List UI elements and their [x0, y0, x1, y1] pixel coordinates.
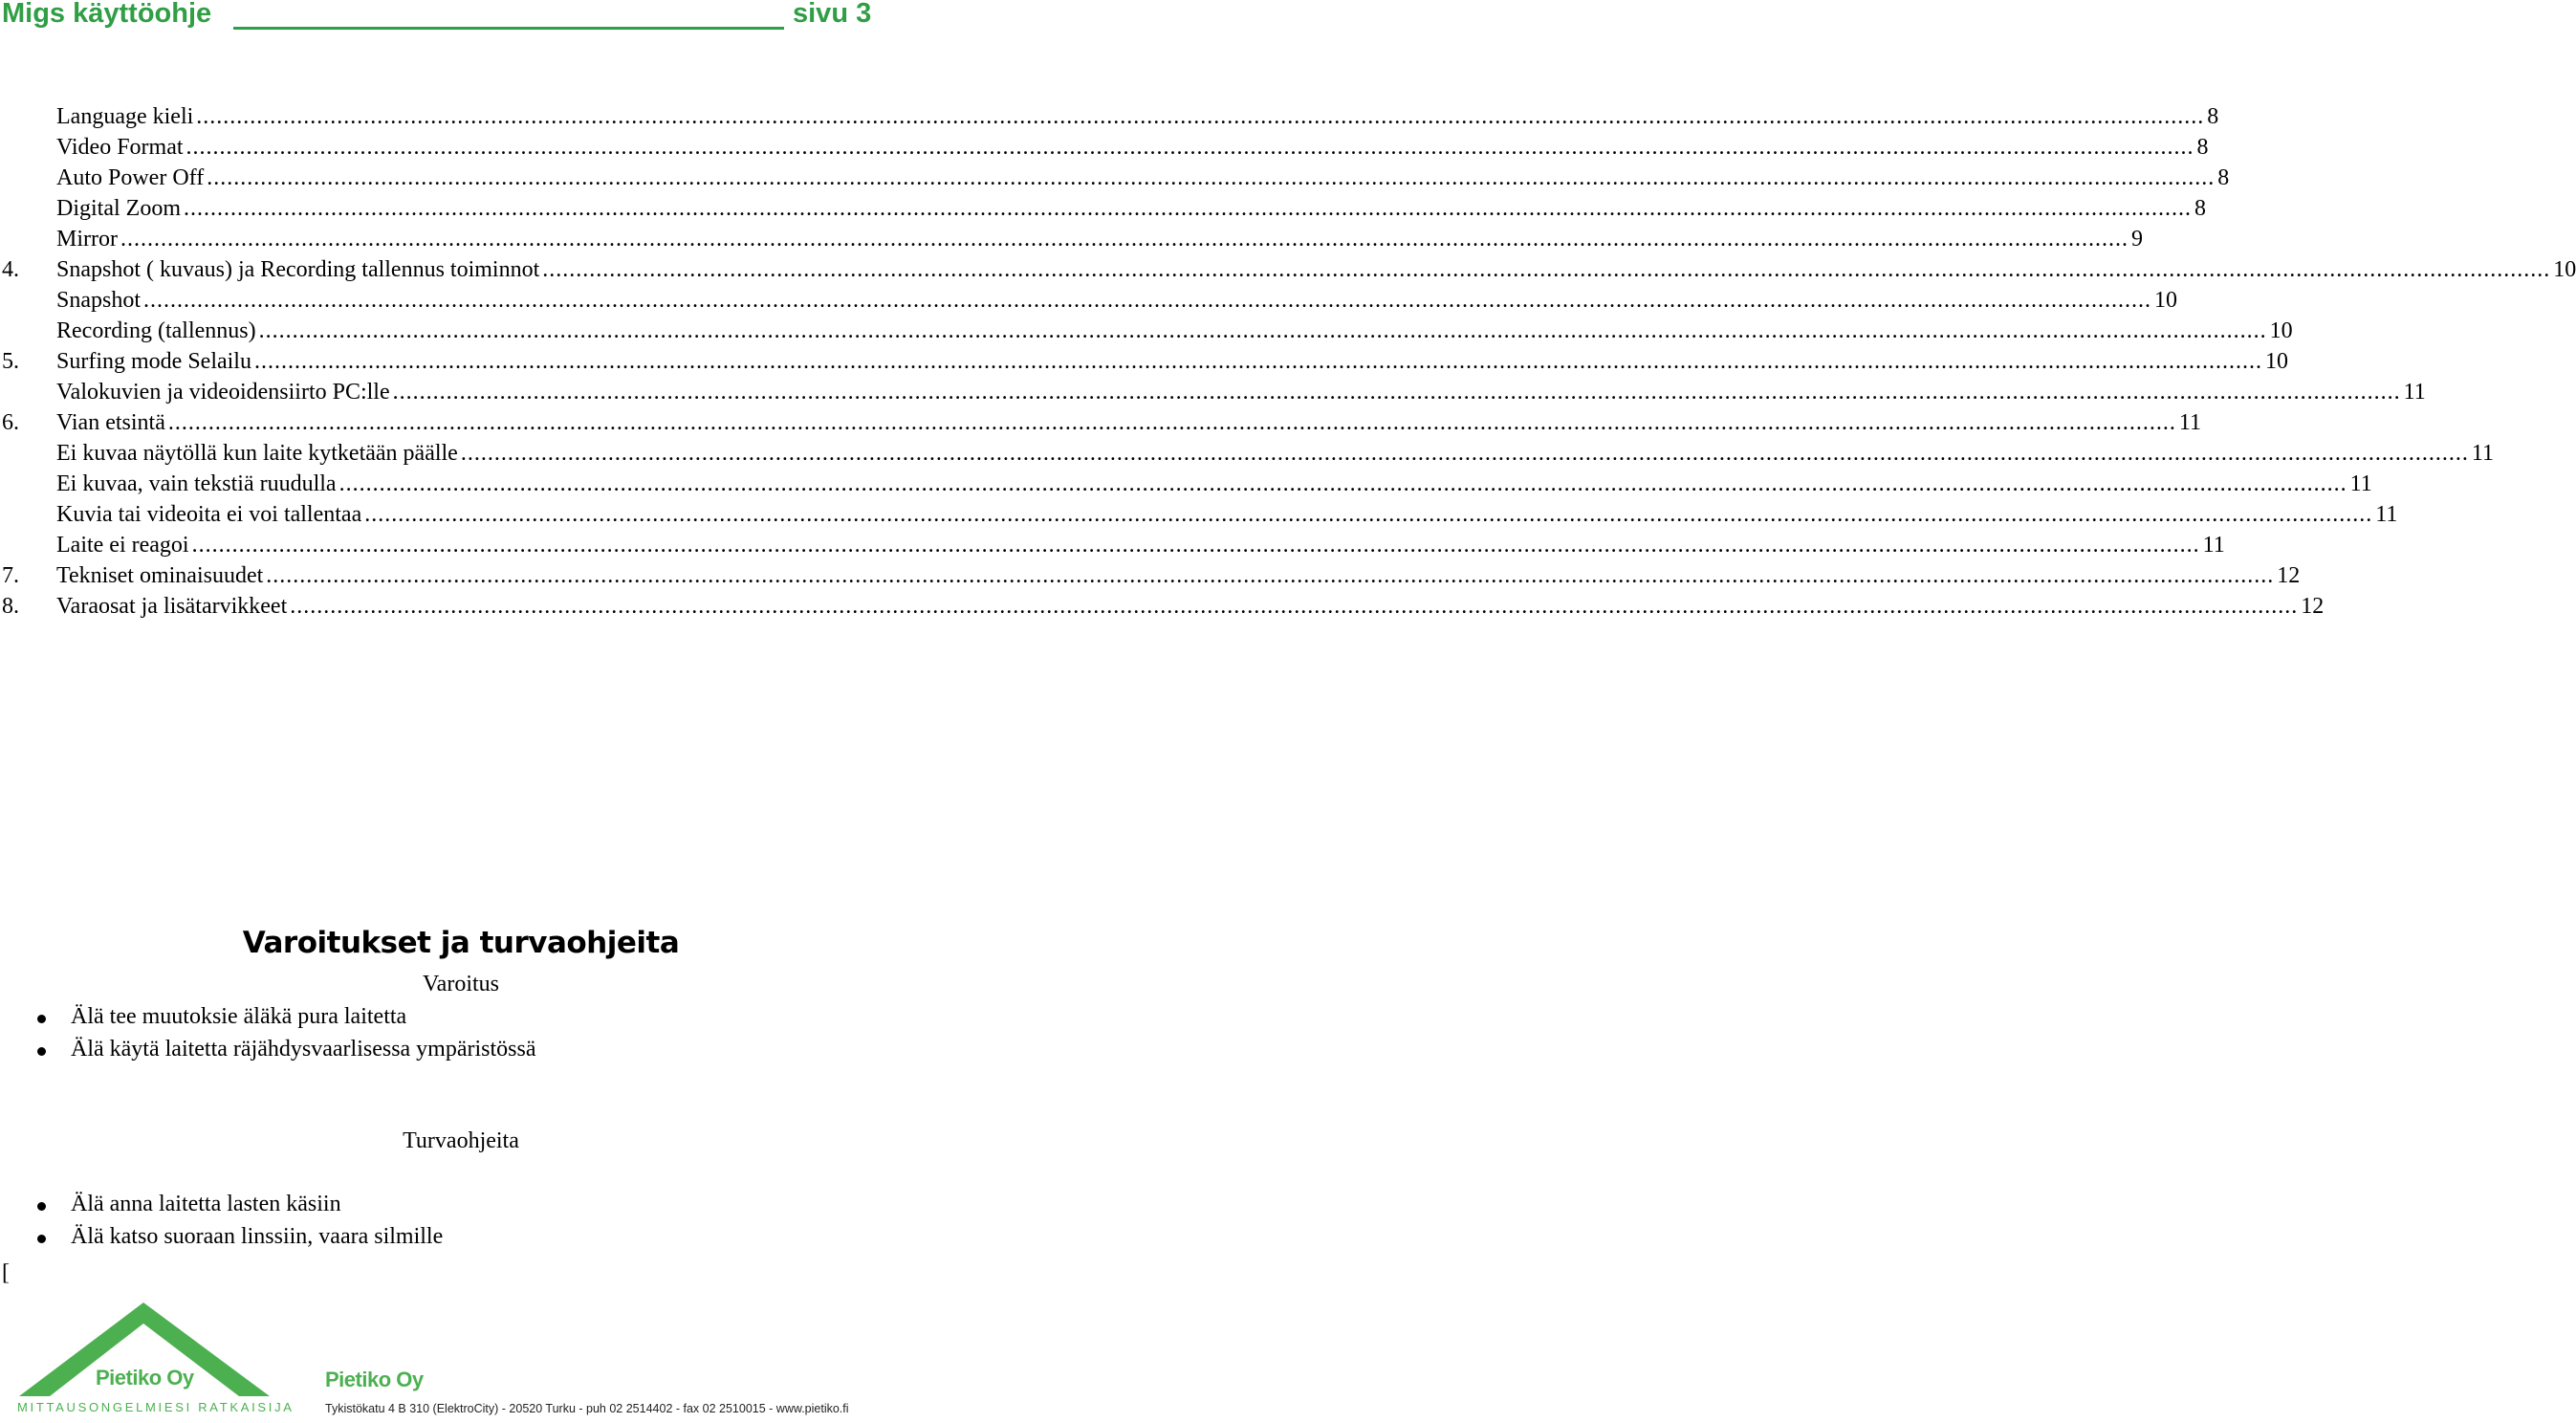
toc-entry-page: 12 — [2277, 563, 2301, 588]
toc-leader-dots: ............................................................................................................................................................................................................................................................................................................ — [167, 410, 2176, 435]
toc-leader-dots: ............................................................................................................................................................................................................................................................................................................ — [460, 441, 2469, 466]
safety-item-text: Älä katso suoraan linssiin, vaara silmille — [71, 1224, 444, 1249]
toc-leader-dots: ............................................................................................................................................................................................................................................................................................................ — [196, 104, 2205, 129]
toc-entry-text: Kuvia tai videoita ei voi tallentaa — [56, 502, 362, 527]
toc-entry-number: 7. — [2, 563, 19, 588]
toc-entry — [0, 530, 2225, 560]
toc-entry-page: 11 — [2349, 471, 2372, 496]
toc-entry-number: 8. — [2, 594, 19, 619]
toc-entry-page: 11 — [2178, 410, 2201, 435]
toc-entry — [0, 346, 2288, 377]
bullet-icon — [37, 1015, 46, 1023]
toc-entry-line — [56, 316, 2293, 346]
toc-leader-dots: ............................................................................................................................................................................................................................................................................................................ — [258, 318, 2267, 343]
toc-entry — [0, 254, 2576, 285]
toc-entry-page: 8 — [2207, 104, 2219, 129]
toc-entry-line — [56, 163, 2230, 193]
toc-entry-page: 10 — [2264, 349, 2288, 374]
bullet-icon — [37, 1047, 46, 1056]
toc-entry-page: 11 — [2375, 502, 2398, 527]
toc-entry — [0, 224, 2143, 254]
toc-entry — [0, 132, 2209, 163]
toc-leader-dots: ............................................................................................................................................................................................................................................................................................................ — [183, 196, 2192, 221]
warning-item-text: Älä käytä laitetta räjähdysvaarlisessa ympäristössä — [71, 1037, 536, 1062]
toc-entry — [0, 285, 2178, 316]
stray-bracket: [ — [2, 1260, 10, 1285]
company-address: Tykistökatu 4 B 310 (ElektroCity) - 20520 Turku - puh 02 2514402 - fax 02 2510015 - www.pietiko.fi — [325, 1402, 849, 1415]
toc-entry-text: Language kieli — [56, 104, 194, 129]
toc-entry-text: Vian etsintä — [56, 410, 165, 435]
toc-entry-page: 8 — [2194, 196, 2206, 221]
toc-entry-text: Varaosat ja lisätarvikkeet — [56, 594, 288, 619]
toc-entry — [0, 591, 2325, 622]
bullet-icon — [37, 1202, 46, 1211]
toc-leader-dots: ............................................................................................................................................................................................................................................................................................................ — [266, 563, 2275, 588]
bullet-icon — [37, 1235, 46, 1243]
toc-entry-text: Laite ei reagoi — [56, 533, 189, 558]
toc-leader-dots: ............................................................................................................................................................................................................................................................................................................ — [120, 227, 2128, 252]
safety-item — [71, 1224, 443, 1250]
toc-entry-text: Snapshot — [56, 288, 142, 313]
toc-entry-text: Mirror — [56, 227, 118, 252]
toc-leader-dots: ............................................................................................................................................................................................................................................................................................................ — [542, 257, 2551, 282]
toc-entry-line — [56, 101, 2219, 132]
toc-entry-text: Auto Power Off — [56, 165, 205, 190]
toc-entry-text: Tekniset ominaisuudet — [56, 563, 264, 588]
toc-entry — [0, 193, 2206, 224]
toc-leader-dots: ............................................................................................................................................................................................................................................................................................................ — [338, 471, 2347, 496]
toc-entry-line — [56, 560, 2301, 591]
document-title: Migs käyttöohje — [2, 0, 212, 29]
pietiko-logo-icon — [19, 1303, 277, 1408]
toc-entry — [0, 438, 2494, 469]
toc-entry-page: 8 — [2196, 135, 2209, 160]
toc-leader-dots: ............................................................................................................................................................................................................................................................................................................ — [143, 288, 2152, 313]
warnings-title: Varoitukset ja turvaohjeita — [242, 926, 680, 960]
toc-entry-number: 6. — [2, 410, 19, 435]
toc-entry-page: 10 — [2269, 318, 2293, 343]
toc-entry-text: Surfing mode Selailu — [56, 349, 251, 374]
toc-entry-page: 11 — [2471, 441, 2494, 466]
toc-entry-page: 8 — [2217, 165, 2230, 190]
toc-entry-line — [56, 285, 2178, 316]
toc-entry — [0, 560, 2301, 591]
toc-leader-dots: ............................................................................................................................................................................................................................................................................................................ — [392, 380, 2401, 405]
toc-entry-page: 10 — [2154, 288, 2178, 313]
toc-entry-text: Video Format — [56, 135, 184, 160]
toc-entry-number: 4. — [2, 257, 19, 282]
toc-leader-dots: ............................................................................................................................................................................................................................................................................................................ — [253, 349, 2262, 374]
toc-entry-page: 12 — [2301, 594, 2325, 619]
page-header — [0, 0, 918, 38]
logo-name: Pietiko Oy — [96, 1366, 194, 1390]
toc-entry-page: 11 — [2403, 380, 2426, 405]
toc-entry — [0, 469, 2372, 499]
toc-entry-text: Recording (tallennus) — [56, 318, 256, 343]
toc-entry-line — [56, 193, 2206, 224]
toc-entry-page: 11 — [2202, 533, 2225, 558]
toc-entry-line — [56, 438, 2494, 469]
logo-tagline: MITTAUSONGELMIESI RATKAISIJA — [17, 1400, 295, 1414]
toc-leader-dots: ............................................................................................................................................................................................................................................................................................................ — [290, 594, 2299, 619]
safety-item — [71, 1192, 341, 1217]
toc-entry-page: 10 — [2553, 257, 2576, 282]
toc-entry — [0, 499, 2398, 530]
toc-entry-line — [56, 499, 2398, 530]
safety-item-text: Älä anna laitetta lasten käsiin — [71, 1192, 341, 1216]
toc-entry-line — [56, 346, 2288, 377]
toc-entry-line — [56, 224, 2143, 254]
toc-leader-dots: ............................................................................................................................................................................................................................................................................................................ — [191, 533, 2200, 558]
toc-entry-text: Valokuvien ja videoidensiirto PC:lle — [56, 380, 390, 405]
warning-heading: Varoitus — [423, 972, 499, 996]
toc-leader-dots: ............................................................................................................................................................................................................................................................................................................ — [364, 502, 2373, 527]
header-rule — [233, 27, 784, 30]
toc-entry-text: Digital Zoom — [56, 196, 181, 221]
toc-leader-dots: ............................................................................................................................................................................................................................................................................................................ — [186, 135, 2194, 160]
toc-entry-line — [56, 407, 2201, 438]
toc-entry — [0, 316, 2293, 346]
toc-entry-page: 9 — [2130, 227, 2143, 252]
page-number: sivu 3 — [793, 0, 872, 29]
toc-entry-text: Ei kuvaa, vain tekstiä ruudulla — [56, 471, 337, 496]
toc-entry-line — [56, 530, 2225, 560]
warning-item — [71, 1004, 406, 1030]
toc-entry-text: Ei kuvaa näytöllä kun laite kytketään päälle — [56, 441, 458, 466]
toc-entry — [0, 407, 2201, 438]
safety-heading: Turvaohjeita — [403, 1128, 519, 1153]
toc-entry-line — [56, 254, 2576, 285]
toc-entry-text: Snapshot ( kuvaus) ja Recording tallennus toiminnot — [56, 257, 540, 282]
toc-entry — [0, 101, 2219, 132]
toc-entry-number: 5. — [2, 349, 19, 374]
toc-entry — [0, 163, 2230, 193]
toc-entry — [0, 377, 2426, 407]
toc-entry-line — [56, 132, 2209, 163]
table-of-contents — [0, 101, 2576, 622]
toc-entry-line — [56, 591, 2325, 622]
toc-leader-dots: ............................................................................................................................................................................................................................................................................................................ — [207, 165, 2216, 190]
toc-entry-line — [56, 377, 2426, 407]
warning-item — [71, 1037, 536, 1062]
toc-entry-line — [56, 469, 2372, 499]
company-name: Pietiko Oy — [325, 1368, 424, 1391]
warning-item-text: Älä tee muutoksie äläkä pura laitetta — [71, 1004, 407, 1029]
